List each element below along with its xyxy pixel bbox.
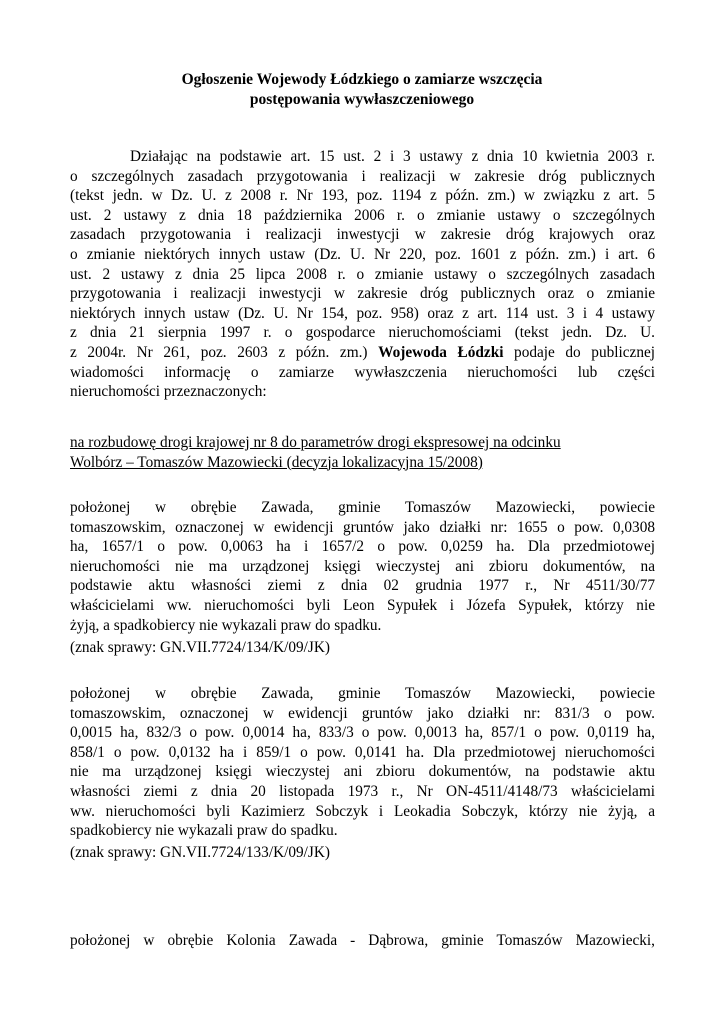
intro-line-with-authority — [70, 343, 655, 363]
intro-paragraph — [70, 147, 655, 402]
document-title — [0, 70, 724, 110]
intro-line: zasadach przygotowania i realizacji inwestycji w zakresie dróg krajowych oraz — [70, 226, 655, 244]
intro-line: z 2004r. Nr 261, poz. 2603 z późn. zm.) — [70, 343, 368, 361]
project-line-2: Wolbórz – Tomaszów Mazowiecki (decyzja lokalizacyjna 15/2008) — [70, 453, 483, 471]
intro-line: o zmianie niektórych innych ustaw (Dz. U. Nr 220, poz. 1601 z późn. zm.) i art. 6 — [70, 245, 655, 263]
parcel-1-paragraph — [70, 498, 655, 635]
parcel-2-line: 858/1 o pow. 0,0132 ha i 859/1 o pow. 0,0141 ha. Dla przedmiotowej nieruchomości — [70, 743, 655, 761]
intro-line: przygotowania i realizacji inwestycji w zakresie dróg publicznych oraz o zmianie — [70, 285, 655, 303]
parcel-2-line: tomaszowskim, oznaczonej w ewidencji gruntów jako działki nr: 831/3 o pow. — [70, 704, 655, 722]
intro-line: o szczególnych zasadach przygotowania i realizacji w zakresie dróg publicznych — [70, 167, 655, 185]
parcel-2-line: spadkobiercy nie wykazali praw do spadku. — [70, 822, 338, 840]
parcel-3-paragraph — [70, 931, 655, 951]
project-line-1: na rozbudowę drogi krajowej nr 8 do parametrów drogi ekspresowej na odcinku — [70, 434, 561, 451]
parcel-1-line: nieruchomości nie ma urządzonej księgi wieczystej ani zbioru dokumentów, na — [70, 557, 655, 575]
intro-line: Działając na podstawie art. 15 ust. 2 i 3 ustawy z dnia 10 kwietnia 2003 r. — [130, 148, 655, 165]
parcel-2-line: położonej w obrębie Zawada, gminie Tomaszów Mazowiecki, powiecie — [70, 685, 655, 702]
parcel-2-paragraph — [70, 684, 655, 841]
parcel-1-case-ref: (znak sprawy: GN.VII.7724/134/K/09/JK) — [70, 639, 331, 656]
parcel-1-line: właścicielami ww. nieruchomości byli Leon Sypułek i Józefa Sypułek, którzy nie — [70, 596, 655, 614]
parcel-1-line: położonej w obrębie Zawada, gminie Tomaszów Mazowiecki, powiecie — [70, 499, 655, 516]
parcel-1-line: podstawie aktu własności ziemi z dnia 02 grudnia 1977 r., Nr 4511/30/77 — [70, 577, 655, 595]
parcel-2-case-ref: (znak sprawy: GN.VII.7724/133/K/09/JK) — [70, 844, 331, 861]
intro-line: nieruchomości przeznaczonych: — [70, 383, 267, 401]
parcel-2-line: 0,0015 ha, 832/3 o pow. 0,0014 ha, 833/3 o pow. 0,0013 ha, 857/1 o pow. 0,0119 ha, — [70, 724, 655, 742]
intro-line: ust. 2 ustawy z dnia 18 października 2006 r. o zmianie ustawy o szczególnych — [70, 206, 655, 224]
authority-name: Wojewoda Łódzki — [378, 343, 504, 361]
project-heading — [70, 433, 670, 472]
parcel-2-line: nie ma urządzonej księgi wieczystej ani zbioru dokumentów, na podstawie aktu — [70, 763, 655, 781]
intro-line: wiadomości informację o zamiarze wywłaszczenia nieruchomości lub części — [70, 363, 655, 381]
intro-line: niektórych innych ustaw (Dz. U. Nr 154, poz. 958) oraz z art. 114 ust. 3 i 4 ustawy — [70, 304, 655, 322]
intro-line: z dnia 21 sierpnia 1997 r. o gospodarce nieruchomościami (tekst jedn. Dz. U. — [70, 324, 655, 342]
title-line-1: Ogłoszenie Wojewody Łódzkiego o zamiarze wszczęcia — [181, 71, 543, 88]
parcel-2-line: ww. nieruchomości byli Kazimierz Sobczyk i Leokadia Sobczyk, którzy nie żyją, a — [70, 802, 655, 820]
intro-line-rest: podaje do publicznej — [514, 343, 656, 361]
parcel-1-line: ha, 1657/1 o pow. 0,0063 ha i 1657/2 o pow. 0,0259 ha. Dla przedmiotowej — [70, 538, 655, 556]
intro-line: (tekst jedn. w Dz. U. z 2008 r. Nr 193, poz. 1194 z późn. zm.) w związku z art. 5 — [70, 187, 655, 205]
parcel-2-line: własności ziemi z dnia 20 listopada 1973 r., Nr ON-4511/4148/73 właścicielami — [70, 782, 655, 800]
parcel-3-line: położonej w obrębie Kolonia Zawada - Dąbrowa, gminie Tomaszów Mazowiecki, — [70, 932, 655, 949]
title-line-2: postępowania wywłaszczeniowego — [249, 91, 475, 108]
parcel-1-line: tomaszowskim, oznaczonej w ewidencji gruntów jako działki nr: 1655 o pow. 0,0308 — [70, 518, 655, 536]
parcel-1-line: żyją, a spadkobiercy nie wykazali praw do spadku. — [70, 616, 382, 634]
intro-line: ust. 2 ustawy z dnia 25 lipca 2008 r. o zmianie ustawy o szczególnych zasadach — [70, 265, 655, 283]
